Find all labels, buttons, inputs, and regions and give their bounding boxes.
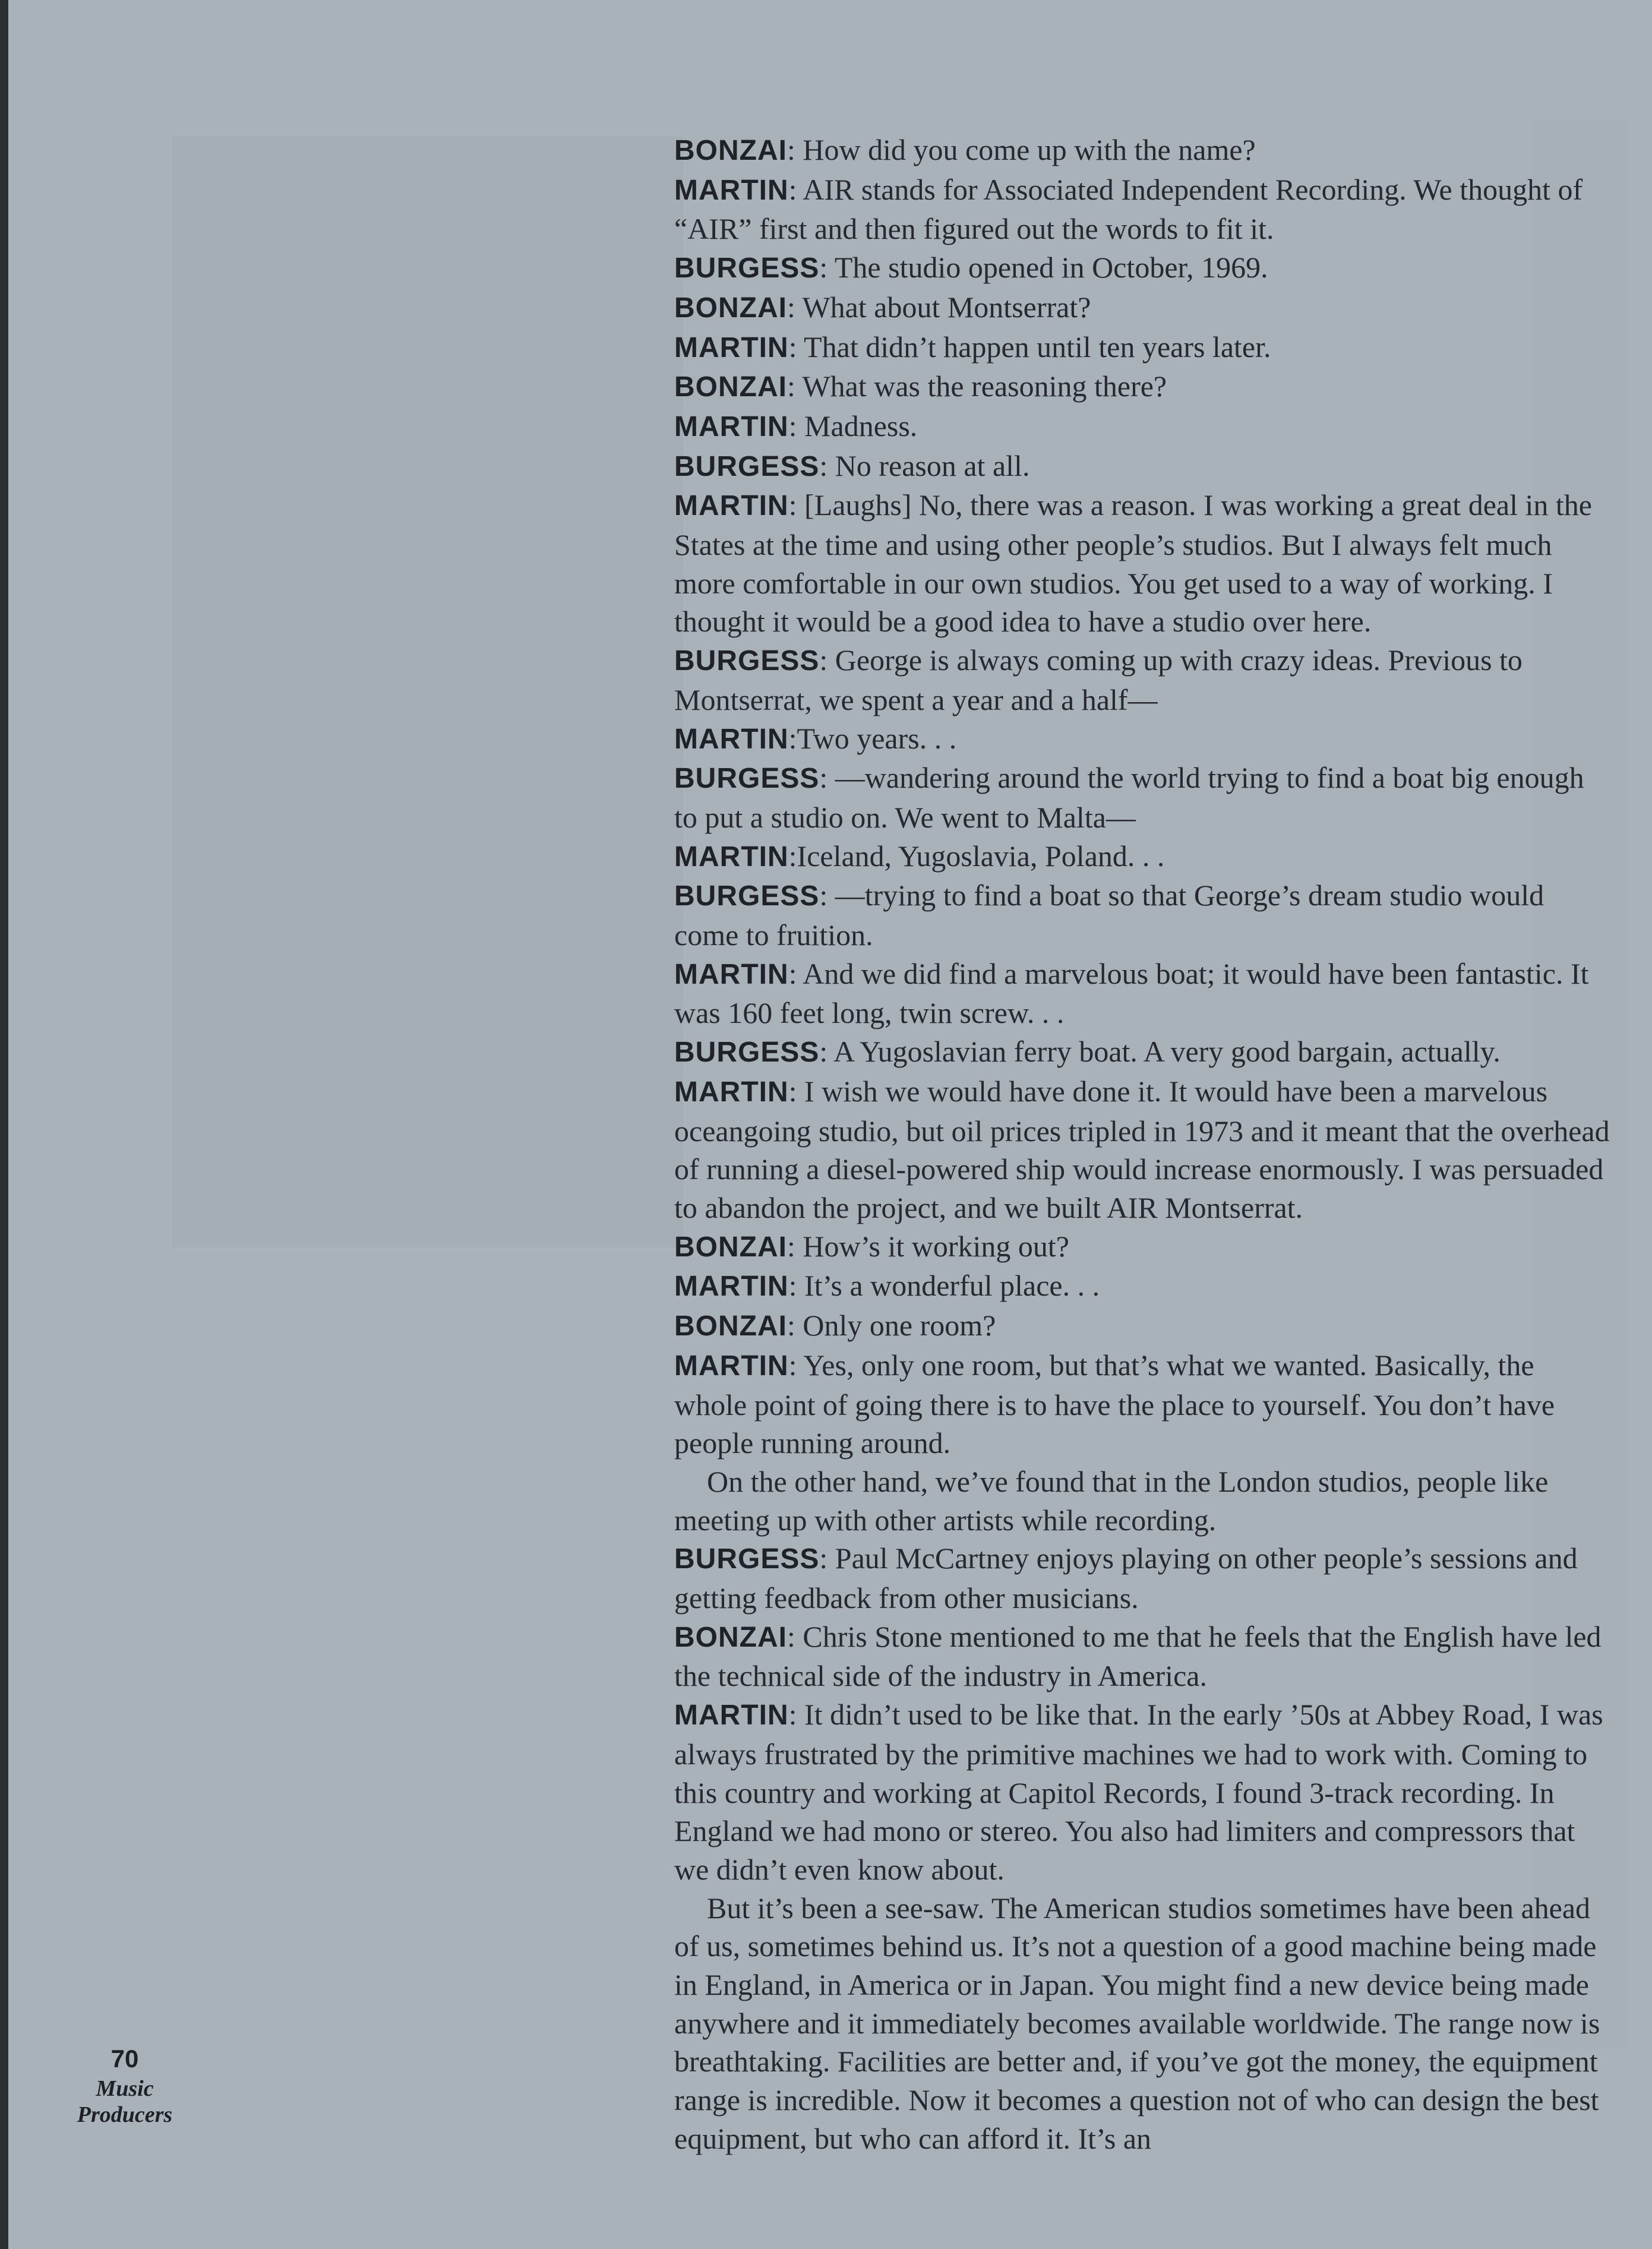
- interview-paragraph: [674, 407, 1613, 447]
- paragraph-text: What about Montserrat?: [802, 290, 1091, 324]
- speaker-label: MARTIN: [674, 174, 789, 206]
- page-binding-edge: [0, 0, 8, 2249]
- paragraph-text: —wandering around the world trying to find a boat big enough to put a studio on. We went to Malta—: [674, 761, 1584, 834]
- speaker-separator: :: [788, 1348, 804, 1382]
- speaker-separator: :: [819, 1035, 834, 1069]
- interview-paragraph: [674, 170, 1613, 248]
- speaker-separator: :: [819, 1542, 835, 1575]
- page-number: 70: [110, 2045, 139, 2073]
- paragraph-text: Chris Stone mentioned to me that he feels that the English have led the technical side of the industry in America.: [674, 1619, 1602, 1693]
- interview-paragraph: [674, 759, 1613, 836]
- paragraph-text: I wish we would have done it. It would have been a marvelous oceangoing studio, but oil prices tripled in 1973 and it meant that the overhead of running a diesel-powered ship would increase enormously. I was persuaded to abandon the project, and we built AIR Montserrat.: [674, 1074, 1610, 1224]
- paragraph-text: Yes, only one room, but that’s what we wanted. Basically, the whole point of going there is to have the place to yourself. You don’t have people running around.: [674, 1348, 1555, 1460]
- speaker-label: MARTIN: [674, 723, 789, 755]
- interview-paragraph: [674, 1889, 1613, 2158]
- paragraph-text: [Laughs] No, there was a reason. I was working a great deal in the States at the time and using other people’s studios. But I always felt much more comfortable in our own studios. You get used to a way of working. I thought it would be a good idea to have a studio over here.: [674, 488, 1592, 639]
- speaker-label: BONZAI: [674, 371, 787, 403]
- interview-paragraph: [674, 837, 1613, 877]
- paragraph-text: —trying to find a boat so that George’s dream studio would come to fruition.: [674, 879, 1544, 952]
- speaker-label: MARTIN: [674, 331, 789, 364]
- speaker-label: BURGESS: [674, 645, 820, 677]
- speaker-label: MARTIN: [674, 1271, 789, 1303]
- paragraph-text: Iceland, Yugoslavia, Poland. . .: [797, 839, 1165, 873]
- speaker-separator: :: [788, 956, 803, 990]
- interview-paragraph: [674, 486, 1613, 641]
- show-through-ghost-left: [172, 137, 683, 1247]
- interview-paragraph: [674, 1463, 1613, 1539]
- speaker-separator: :: [786, 369, 803, 403]
- speaker-separator: :: [788, 488, 805, 522]
- speaker-separator: :: [788, 1698, 805, 1732]
- interview-paragraph: [674, 1032, 1613, 1072]
- paragraph-text: That didn’t happen until ten years later.: [804, 330, 1271, 364]
- speaker-separator: :: [788, 409, 805, 443]
- interview-paragraph: [674, 1695, 1613, 1889]
- interview-paragraph: [674, 876, 1613, 954]
- paragraph-text: How did you come up with the name?: [803, 133, 1256, 166]
- paragraph-text: Madness.: [804, 409, 918, 443]
- paragraph-text: What was the reasoning there?: [802, 369, 1167, 403]
- speaker-separator: :: [819, 879, 835, 912]
- speaker-label: BURGESS: [674, 1037, 820, 1069]
- speaker-separator: :: [788, 1074, 805, 1108]
- speaker-separator: :: [788, 721, 797, 755]
- speaker-separator: :: [788, 1269, 805, 1303]
- interview-paragraph: [674, 288, 1613, 328]
- speaker-label: BONZAI: [674, 135, 787, 166]
- speaker-label: BONZAI: [674, 1310, 787, 1343]
- speaker-separator: :: [819, 251, 835, 285]
- interview-paragraph: [674, 131, 1613, 170]
- interview-paragraph: [674, 1306, 1613, 1346]
- interview-paragraph: [674, 641, 1613, 719]
- running-title-line-2: Producers: [77, 2102, 173, 2127]
- paragraph-text: Only one room?: [803, 1309, 996, 1343]
- interview-paragraph: [674, 955, 1613, 1032]
- speaker-label: BURGESS: [674, 763, 820, 795]
- speaker-label: MARTIN: [674, 841, 789, 873]
- paragraph-text: Two years. . .: [797, 721, 957, 755]
- paragraph-text: No reason at all.: [835, 448, 1030, 482]
- paragraph-text: Paul McCartney enjoys playing on other people’s sessions and getting feedback from other musicians.: [674, 1542, 1578, 1615]
- speaker-separator: :: [819, 761, 835, 795]
- paragraph-text: AIR stands for Associated Independent Recording. We thought of “AIR” first and then figured out the words to fit it.: [674, 172, 1583, 246]
- paragraph-text: It’s a wonderful place. . .: [804, 1269, 1100, 1303]
- paragraph-text: George is always coming up with crazy ideas. Previous to Montserrat, we spent a year and a half—: [674, 643, 1523, 716]
- speaker-label: BONZAI: [674, 292, 787, 324]
- speaker-separator: :: [819, 448, 835, 482]
- running-title-line-1: Music: [96, 2076, 154, 2101]
- speaker-label: MARTIN: [674, 1350, 789, 1382]
- interview-text-column: [674, 131, 1613, 2158]
- paragraph-text: But it’s been a see-saw. The American studios sometimes have been ahead of us, sometimes behind us. It’s not a question of a good machine being made in England, in America or in Japan. You might find a new device being made anywhere and it immediately becomes available worldwide. The range now is breathtaking. Facilities are better and, if you’ve got the money, the equipment range is incredible. Now it becomes a question not of who can design the best equipment, but who can afford it. It’s an: [674, 1891, 1600, 2155]
- interview-paragraph: [674, 328, 1613, 368]
- interview-paragraph: [674, 367, 1613, 407]
- speaker-separator: :: [786, 290, 803, 324]
- speaker-separator: :: [819, 643, 835, 677]
- paragraph-text: How’s it working out?: [803, 1229, 1069, 1263]
- interview-paragraph: [674, 1266, 1613, 1306]
- speaker-label: MARTIN: [674, 410, 789, 443]
- interview-paragraph: [674, 1227, 1613, 1267]
- interview-paragraph: [674, 248, 1613, 288]
- paragraph-text: A Yugoslavian ferry boat. A very good bargain, actually.: [833, 1035, 1501, 1069]
- speaker-separator: :: [788, 172, 803, 206]
- interview-paragraph: [674, 1072, 1613, 1227]
- speaker-label: BURGESS: [674, 1543, 820, 1575]
- speaker-separator: :: [788, 330, 804, 364]
- speaker-label: MARTIN: [674, 1700, 789, 1732]
- speaker-label: BURGESS: [674, 450, 820, 482]
- paragraph-text: It didn’t used to be like that. In the early ’50s at Abbey Road, I was always frustrated by the primitive machines we had to work with. Coming to this country and working at Capitol Records, I found 3-track recording. In England we had mono or stereo. You also had limiters and compressors that we didn’t even know about.: [674, 1698, 1603, 1886]
- speaker-label: BURGESS: [674, 880, 820, 912]
- speaker-label: MARTIN: [674, 1076, 789, 1108]
- speaker-label: BONZAI: [674, 1621, 787, 1653]
- speaker-separator: :: [786, 133, 803, 166]
- speaker-label: BURGESS: [674, 252, 820, 285]
- speaker-separator: :: [788, 839, 797, 873]
- speaker-separator: :: [786, 1619, 803, 1653]
- page-folio: [65, 2042, 184, 2128]
- interview-paragraph: [674, 719, 1613, 759]
- interview-paragraph: [674, 1346, 1613, 1463]
- interview-paragraph: [674, 447, 1613, 487]
- interview-paragraph: [674, 1618, 1613, 1695]
- paragraph-text: On the other hand, we’ve found that in the London studios, people like meeting up with other artists while recording.: [674, 1464, 1549, 1537]
- speaker-label: MARTIN: [674, 958, 789, 990]
- speaker-separator: :: [786, 1229, 803, 1263]
- paragraph-text: The studio opened in October, 1969.: [834, 251, 1268, 285]
- paragraph-text: And we did find a marvelous boat; it would have been fantastic. It was 160 feet long, twin screw. . .: [674, 956, 1589, 1030]
- interview-paragraph: [674, 1539, 1613, 1617]
- speaker-separator: :: [786, 1309, 803, 1343]
- speaker-label: BONZAI: [674, 1231, 787, 1263]
- speaker-label: MARTIN: [674, 490, 789, 522]
